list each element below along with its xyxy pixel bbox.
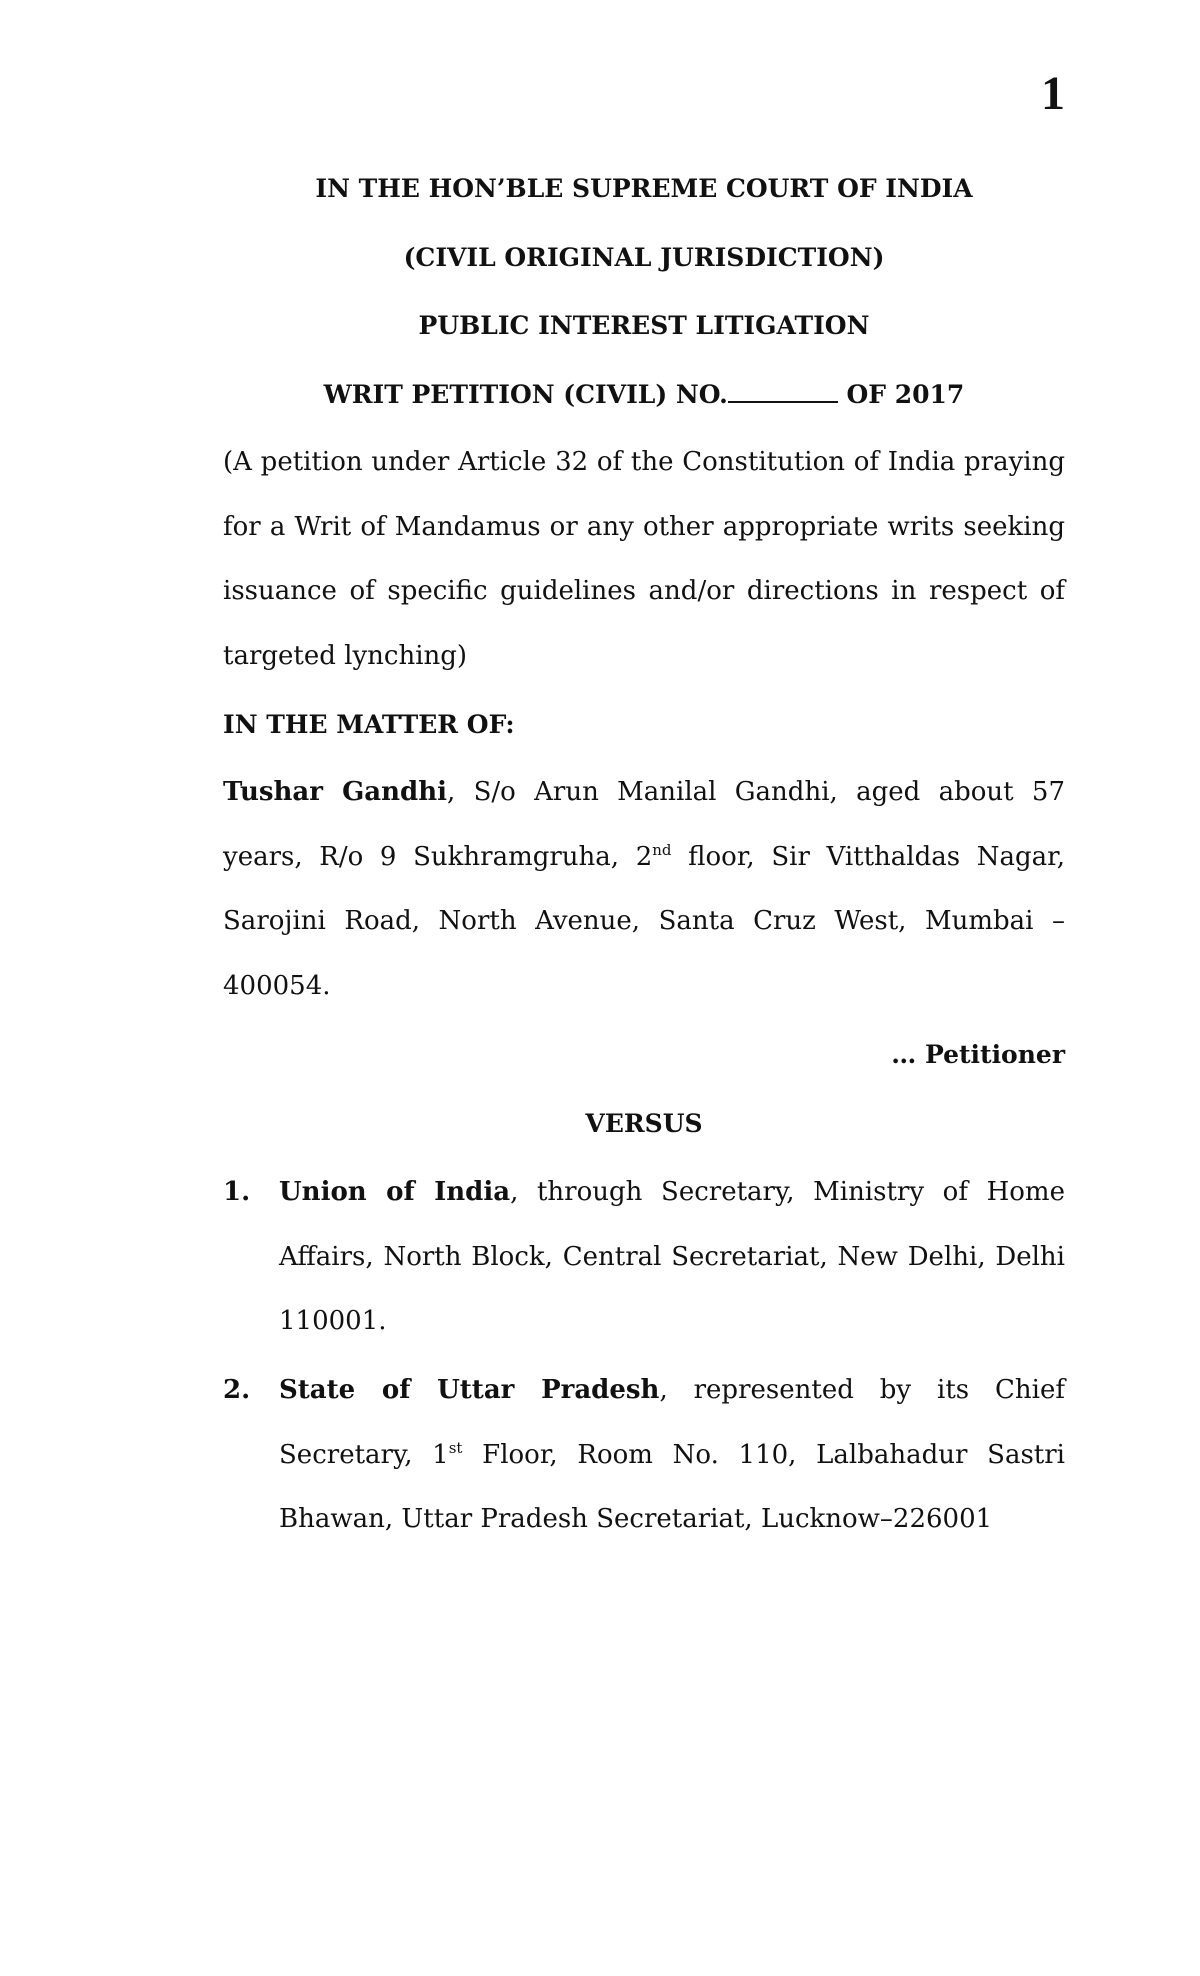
respondent-number: 2. xyxy=(223,1375,251,1405)
page-number: 1 xyxy=(1041,67,1065,120)
respondent-details-text-a: , through Secretary, Ministry of Home Affairs, North Block, Central Secretariat, New Delhi, Delhi 110001. xyxy=(279,1177,1065,1336)
petitioner-label: … Petitioner xyxy=(891,1040,1065,1069)
matter-of-heading: IN THE MATTER OF: xyxy=(223,710,515,739)
petitioner-name: Tushar Gandhi xyxy=(223,777,447,807)
respondent-name: Union of India xyxy=(279,1177,511,1207)
respondent-number: 1. xyxy=(223,1177,251,1207)
petition-number-blank xyxy=(728,379,838,403)
jurisdiction-title: (CIVIL ORIGINAL JURISDICTION) xyxy=(403,243,885,272)
respondent-details xyxy=(279,1358,1065,1552)
petition-number-suffix: OF 2017 xyxy=(846,380,965,409)
litigation-type-title: PUBLIC INTEREST LITIGATION xyxy=(418,311,870,340)
respondent-details-text-b: Floor, Room No. 110, Lalbahadur Sastri Bhawan, Uttar Pradesh Secretariat, Lucknow–226001 xyxy=(279,1439,1065,1534)
respondent-item xyxy=(223,1358,1065,1552)
respondent-name: State of Uttar Pradesh xyxy=(279,1375,660,1405)
respondent-details xyxy=(279,1160,1065,1354)
petitioner-details-text-a: , S/o Arun Manilal Gandhi, aged about 57 years, R/o 9 Sukhramgruha, 2 xyxy=(223,777,1065,872)
petitioner-details-sup: nd xyxy=(652,840,672,859)
petitioner-details xyxy=(223,760,1065,1018)
petition-number-title xyxy=(223,378,1065,412)
versus-heading: VERSUS xyxy=(585,1109,703,1138)
petitioner-details-text-b: floor, Sir Vitthaldas Nagar, Sarojini Road, North Avenue, Santa Cruz West, Mumbai – 400054. xyxy=(223,841,1065,1001)
prayer-text: (A petition under Article 32 of the Constitution of India praying for a Writ of Mandamus or any other appropriate writs seeking issuance of specific guidelines and/or directions in respect of targeted lynching) xyxy=(223,447,1065,671)
respondent-item xyxy=(223,1160,1065,1354)
respondent-details-text-a: , represented by its Chief Secretary, 1 xyxy=(279,1375,1066,1470)
respondent-details-sup: st xyxy=(448,1438,463,1457)
petition-number-prefix: WRIT PETITION (CIVIL) NO. xyxy=(323,380,728,409)
court-title: IN THE HON’BLE SUPREME COURT OF INDIA xyxy=(315,174,973,203)
